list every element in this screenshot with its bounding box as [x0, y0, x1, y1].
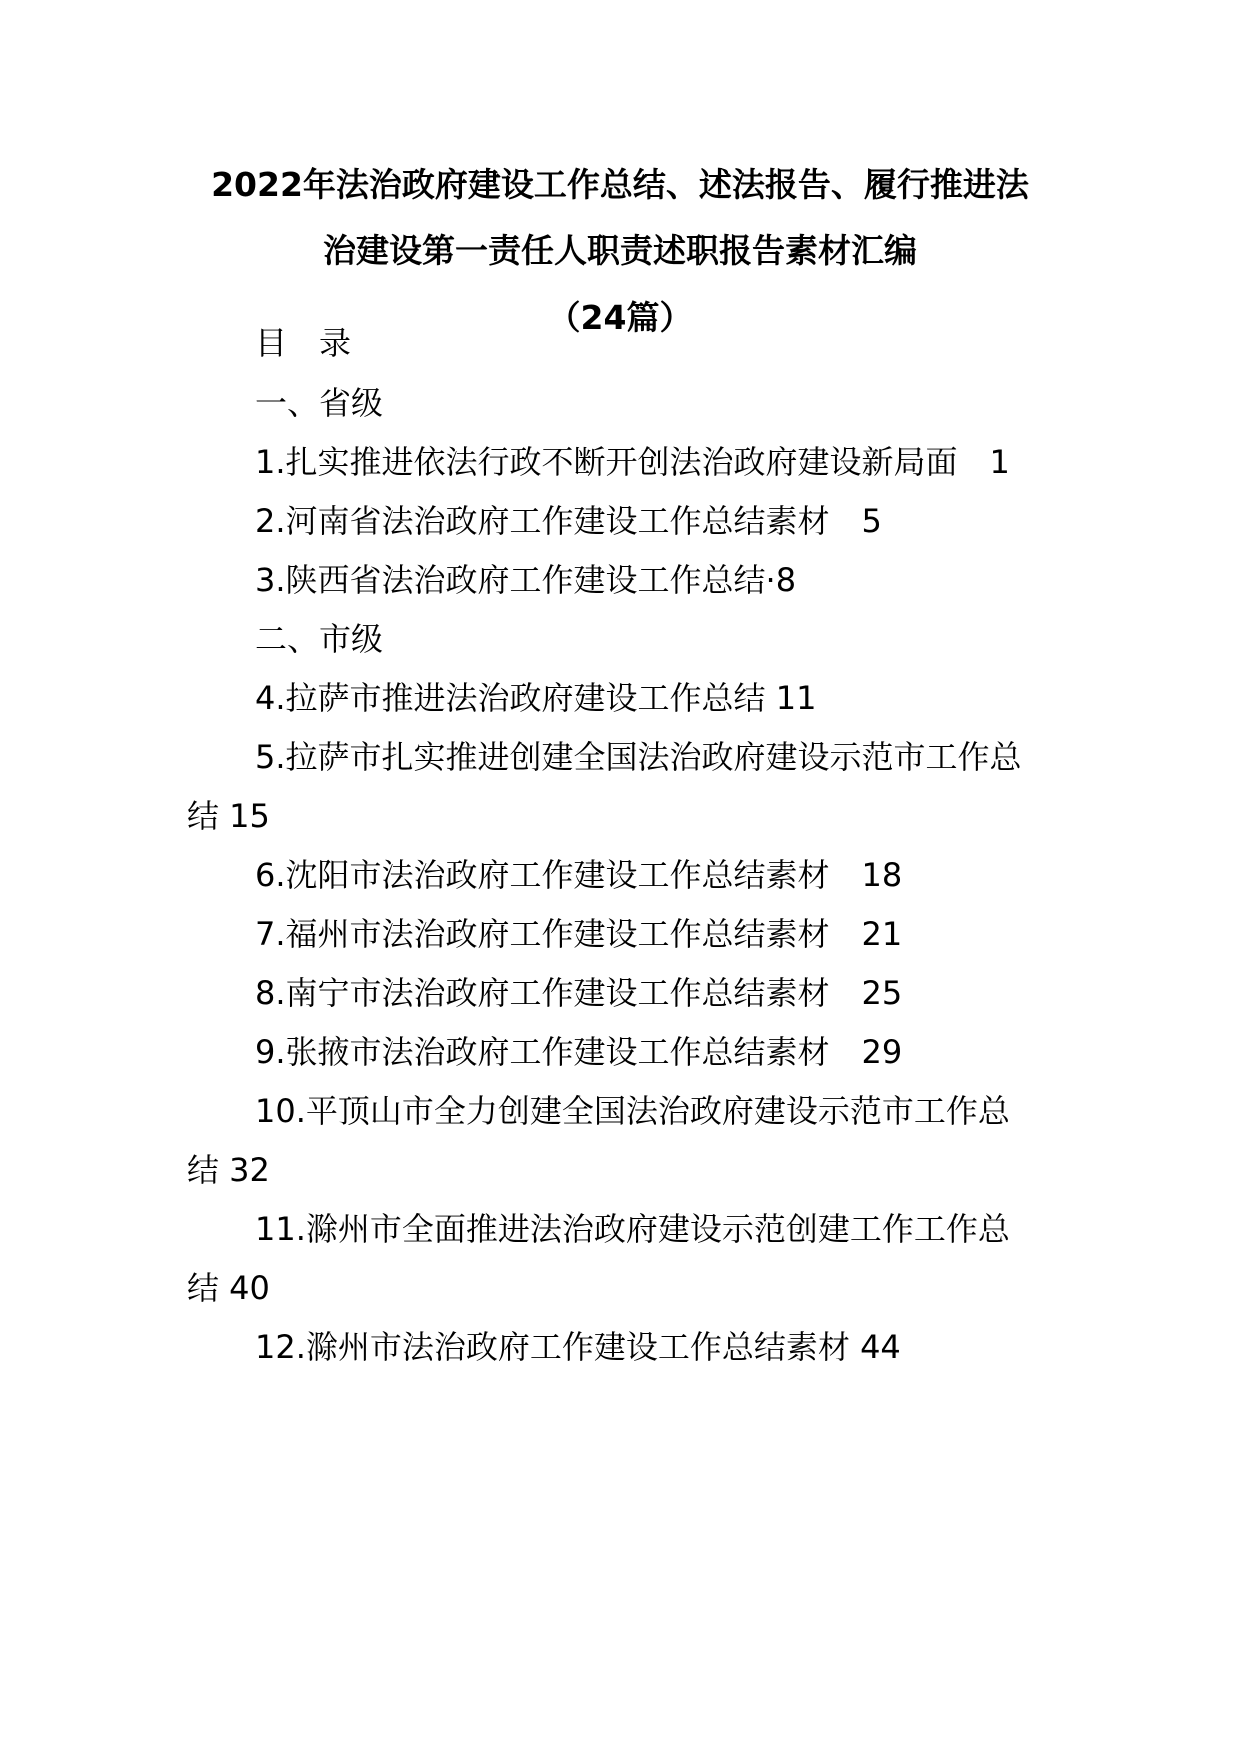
toc-item: 1.扎实推进依法行政不断开创法治政府建设新局面 1 [255, 443, 1010, 481]
toc-item: 6.沈阳市法治政府工作建设工作总结素材 18 [255, 856, 903, 894]
toc-item: 11.滁州市全面推进法治政府建设示范创建工作工作总 [255, 1210, 1010, 1248]
toc-section-municipal: 二、市级 [255, 620, 384, 658]
toc-heading: 目 录 [255, 324, 352, 362]
toc-item-continuation: 结 15 [187, 797, 270, 835]
toc-item: 3.陕西省法治政府工作建设工作总结·8 [255, 561, 797, 599]
document-title-count: （24篇） [547, 298, 693, 337]
toc-item-continuation: 结 32 [187, 1151, 270, 1189]
toc-item-continuation: 结 40 [187, 1269, 270, 1307]
toc-item: 8.南宁市法治政府工作建设工作总结素材 25 [255, 974, 903, 1012]
toc-item: 9.张掖市法治政府工作建设工作总结素材 29 [255, 1033, 903, 1071]
toc-item: 2.河南省法治政府工作建设工作总结素材 5 [255, 502, 882, 540]
toc-item: 5.拉萨市扎实推进创建全国法治政府建设示范市工作总 [255, 738, 1022, 776]
toc-item: 10.平顶山市全力创建全国法治政府建设示范市工作总 [255, 1092, 1010, 1130]
toc-item: 7.福州市法治政府工作建设工作总结素材 21 [255, 915, 903, 953]
toc-item: 12.滁州市法治政府工作建设工作总结素材 44 [255, 1328, 901, 1366]
document-title-line-1: 2022年法治政府建设工作总结、述法报告、履行推进法 [211, 165, 1029, 204]
toc-section-provincial: 一、省级 [255, 384, 384, 422]
document-title-line-2: 治建设第一责任人职责述职报告素材汇编 [323, 231, 917, 270]
toc-item: 4.拉萨市推进法治政府建设工作总结 11 [255, 679, 817, 717]
